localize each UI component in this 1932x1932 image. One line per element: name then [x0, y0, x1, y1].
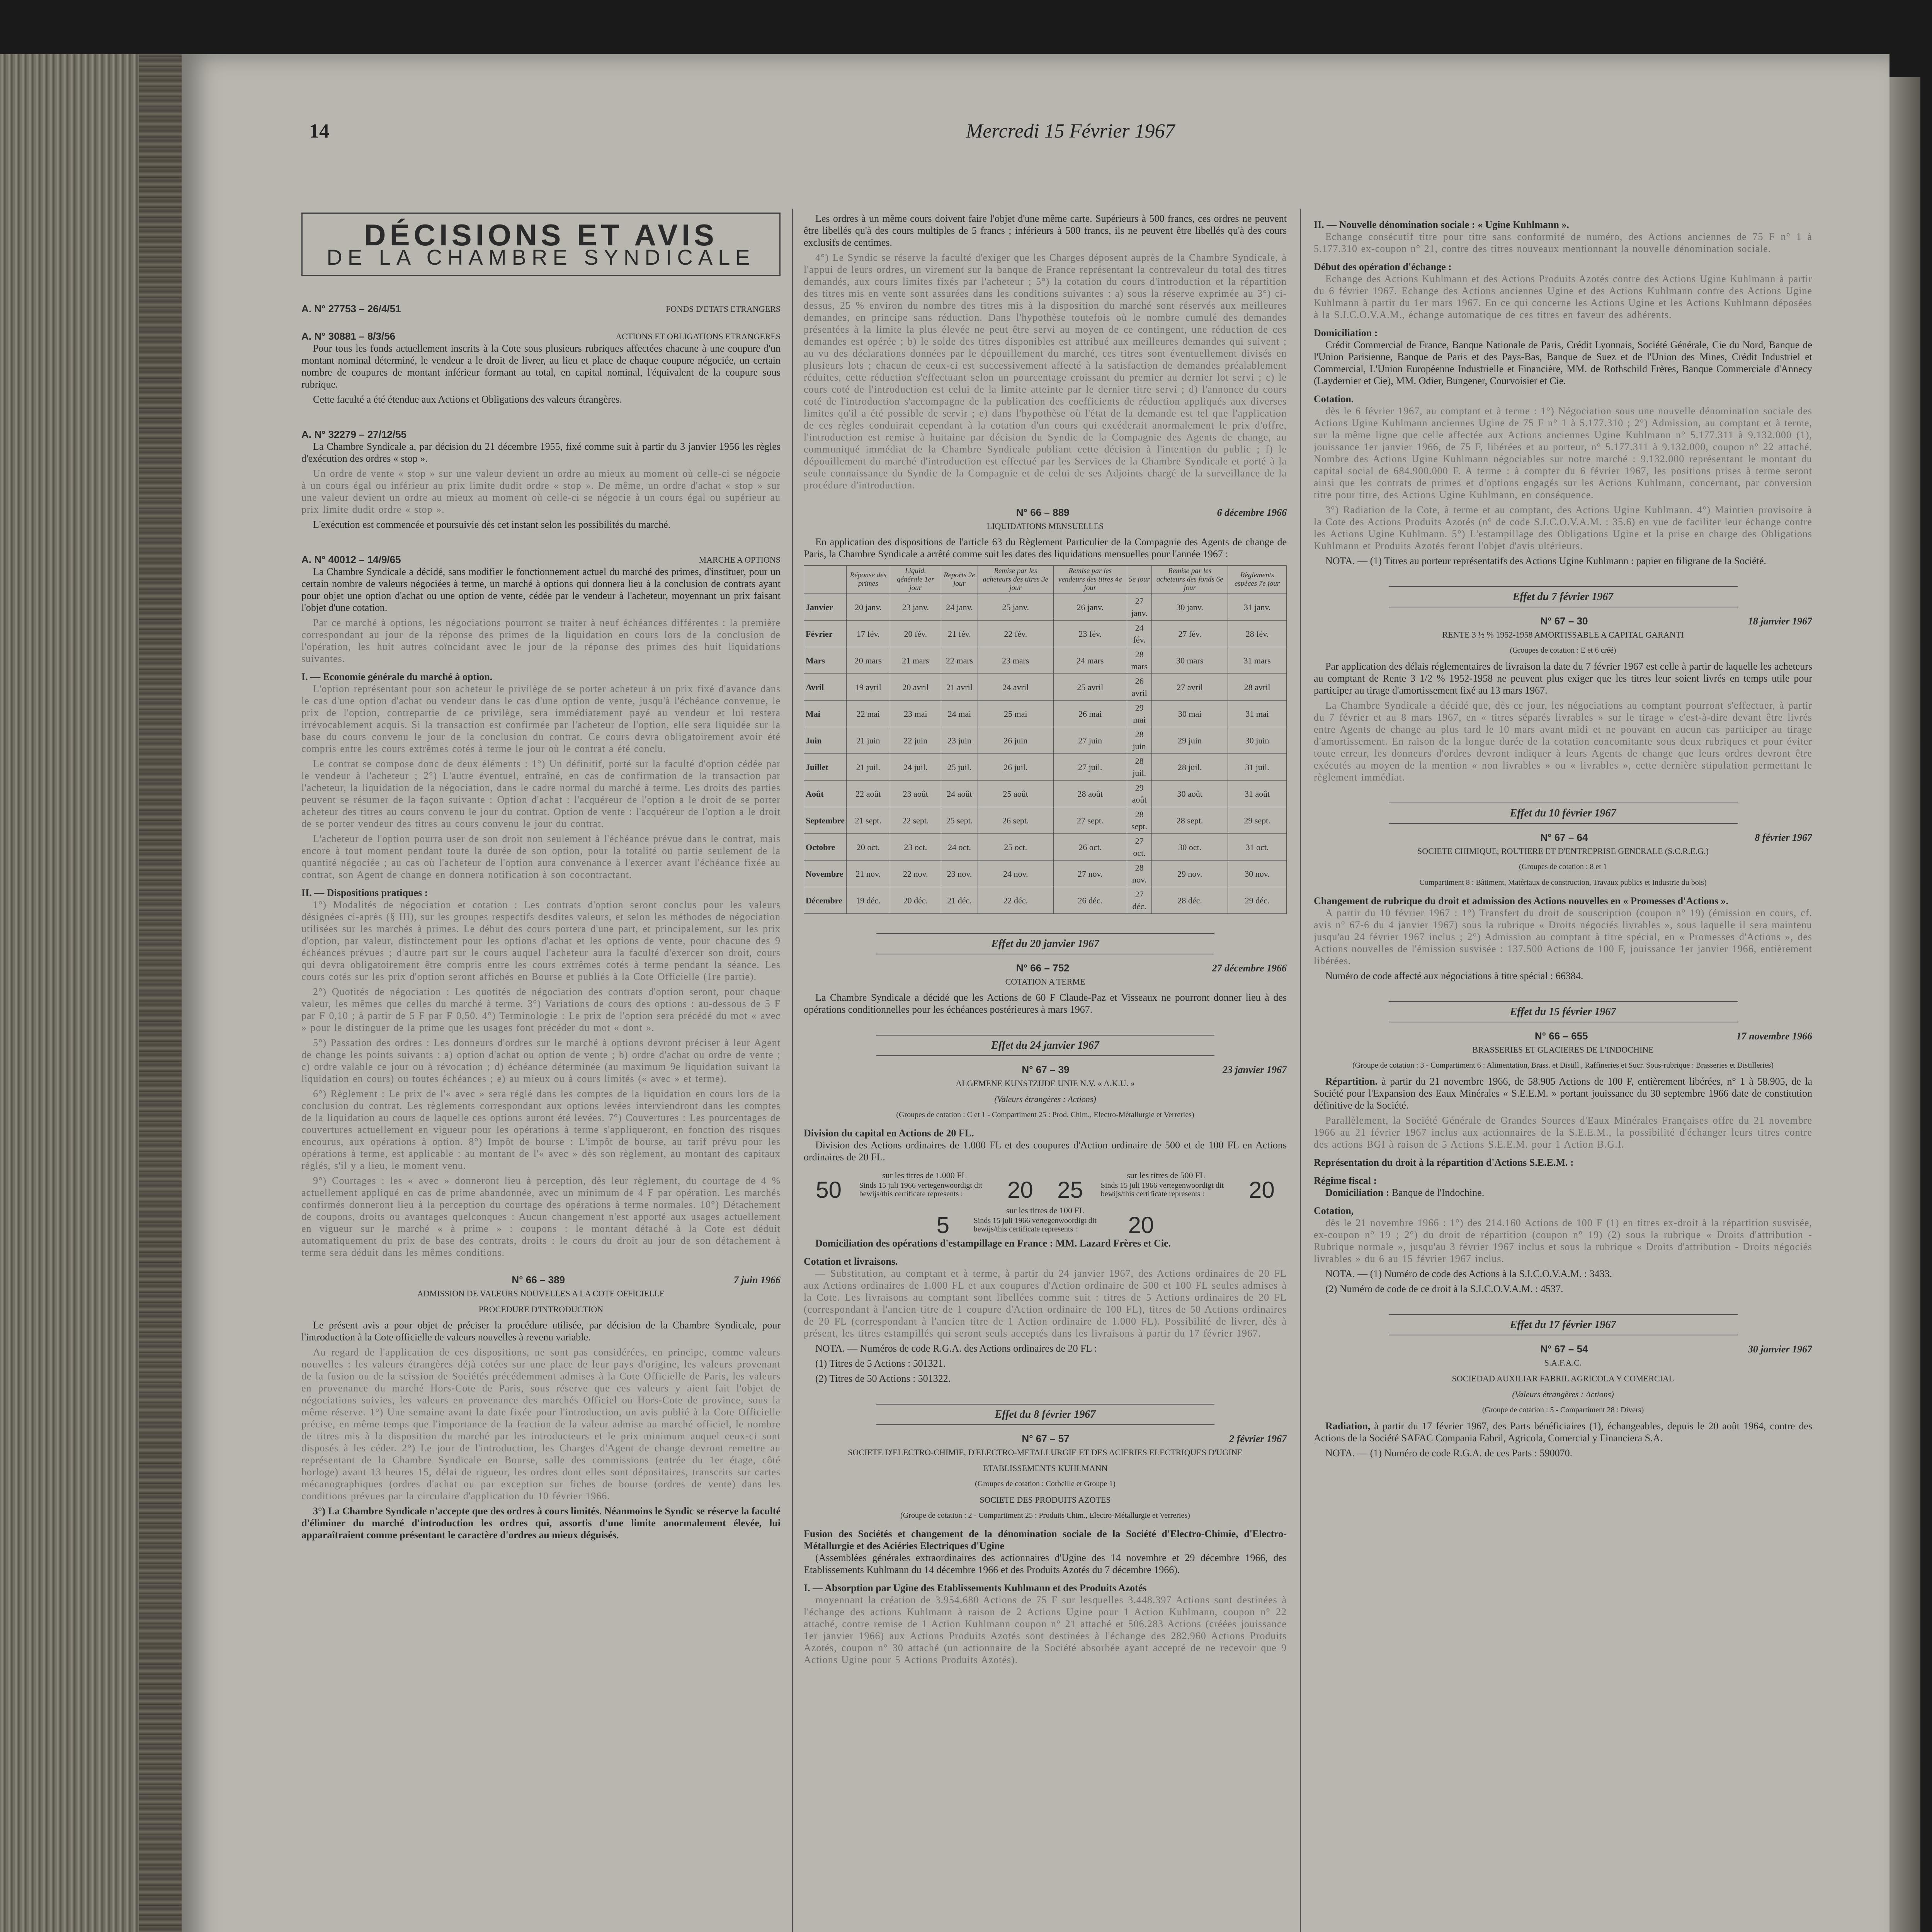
avis-header [301, 303, 781, 315]
date-cell: 28 déc. [1152, 887, 1228, 914]
date-cell: 31 oct. [1228, 834, 1287, 861]
company-name: SOCIETE DES PRODUITS AZOTES [980, 1495, 1111, 1505]
paragraph: (2) Numéro de code de ce droit à la S.I.C.O.V.A.M. : 4537. [1325, 1283, 1563, 1294]
date-cell: 21 fév. [941, 621, 978, 647]
date-cell: 20 fév. [890, 621, 941, 647]
notice-number: N° 66 – 655 [1534, 1030, 1588, 1042]
paragraph: Crédit Commercial de France, Banque Nationale de Paris, Crédit Lyonnais, Société Générale, Cie du Nord, Banque de l'Union Parisienne, Banque de Paris et des Pays-Bas, Banque de Suez et de l'Union des Mines, Crédit Industriel et Commercial, L'Union Européenne Industrielle et Financière, MM. de Rothschild Frères, Banque Commerciale d'Annecy (Laydernier et Cie), MM. Odier, Bungener, Courvoisier et Cie. [1314, 339, 1812, 386]
stamp-caption: sur les titres de 1.000 FL [882, 1170, 967, 1180]
paragraph: 3°) Radiation de la Cote, à terme et au comptant, des Actions Ugine Kuhlmann. 4°) Maintien provisoire à la Cote des Actions Produits Azotés (n° de code S.I.C.O.V.A.M. : 35.6) en vue de faciliter leur échange contre les Actions Ugine Kuhlmann. 5°) L'estampillage des Obligations Ugine et la prise en charge des Obligations Kuhlmann et Produits Azotés feront l'objet d'avis ultérieurs. [1314, 504, 1812, 551]
date-cell: 27 fév. [1152, 621, 1228, 647]
date-cell: 26 déc. [1053, 887, 1127, 914]
group-info: (Groupes de cotation : 8 et 1 [1519, 862, 1607, 871]
month-cell: Mai [804, 701, 847, 727]
date-cell: 31 juil. [1228, 754, 1287, 781]
date-cell: 21 juin [847, 727, 890, 754]
column-2 [804, 213, 1287, 1932]
date-cell: 23 août [890, 781, 941, 807]
paragraph: NOTA. — (1) Numéro de code R.G.A. de ces Parts : 590070. [1325, 1447, 1573, 1459]
paragraph: Un ordre de vente « stop » sur une valeur devient un ordre au mieux au moment où celle-ci se négocie à un cours égal ou inférieur au prix limite dudit ordre « stop ». De même, un ordre d'achat « stop » sur une valeur devient un ordre au mieux au moment où celle-ci se négocie à un cours égal ou supérieur au prix limite dudit ordre « stop ». [301, 468, 781, 515]
notice-date: 8 février 1967 [1755, 832, 1812, 843]
date-cell: 25 avril [1053, 674, 1127, 701]
section-title: Cotation et livraisons. [804, 1256, 898, 1267]
stamp-row [1057, 1177, 1275, 1203]
date-cell: 21 avril [941, 674, 978, 701]
date-cell: 24 fév. [1127, 621, 1151, 647]
notice-header [804, 507, 1287, 519]
section-title: Représentation du droit à la répartition d'Actions S.E.E.M. : [1314, 1157, 1574, 1168]
date-cell: 24 janv. [941, 594, 978, 621]
date-cell: 20 avril [890, 674, 941, 701]
date-cell: 20 mars [847, 647, 890, 674]
date-cell: 26 juin [978, 727, 1053, 754]
notice-date: 18 janvier 1967 [1748, 616, 1812, 627]
stamp-text: Sinds 15 juli 1966 vertegenwoordigt dit bewijs/this certificate represents : [973, 1216, 1097, 1233]
notice-date: 23 janvier 1967 [1222, 1064, 1287, 1075]
group-info: (Groupe de cotation : 3 - Compartiment 6 : Alimentation, Brass. et Distill., Raffineries et Sucr. Sous-rubrique : Brasseries et Distilleries) [1352, 1061, 1774, 1070]
company-name: SOCIEDAD AUXILIAR FABRIL AGRICOLA Y COMERCIAL [1452, 1374, 1674, 1383]
date-cell: 27 déc. [1127, 887, 1151, 914]
month-cell: Juillet [804, 754, 847, 781]
issue-date: Mercredi 15 Février 1967 [966, 120, 1175, 142]
notice-number: N° 66 – 389 [512, 1274, 565, 1286]
date-cell: 24 nov. [978, 861, 1053, 887]
notice-header [301, 1274, 781, 1286]
notice-header [1314, 1343, 1812, 1355]
paragraph: Echange des Actions Kuhlmann et des Actions Produits Azotés contre des Actions Ugine Kuhlmann à partir du 6 février 1967. Echange des Actions anciennes Ugine et des Actions Kuhlmann contre des Actions Ugine Kuhlmann à partir du 1er mars 1967. En ce qui concerne les Actions Ugine et les Actions Kuhlmann déposées à la S.I.C.O.V.A.M., échange automatique de ces titres en faveur des adhérents. [1314, 273, 1812, 320]
notice-title: LIQUIDATIONS MENSUELLES [986, 521, 1104, 531]
company-name: ALGEMENE KUNSTZIJDE UNIE N.V. « A.K.U. » [956, 1078, 1135, 1088]
paragraph: A partir du 10 février 1967 : 1°) Transfert du droit de souscription (coupon n° 19) (émission en cours, cf. avis n° 67-6 du 4 janvier 1967) sous la rubrique « Droits négociés livrables », sous laquelle il sera maintenu jusqu'au 24 février 1967 inclus ; 2°) Admission au comptant à titre spécial, en « Promesses d'Actions », des Actions nouvelles de l'émission susvisée : 137.500 Actions de 100 F, jouissance 1er janvier 1966, entièrement libérées. [1314, 907, 1812, 966]
date-cell: 26 avril [1127, 674, 1151, 701]
date-cell: 23 juin [941, 727, 978, 754]
paragraph [1314, 1420, 1812, 1444]
date-cell: 22 sept. [890, 807, 941, 834]
date-cell: 21 juil. [847, 754, 890, 781]
paragraph: 1°) Modalités de négociation et cotation : Les contrats d'option seront conclus pour les valeurs désignées ci-après (§ III), sur les groupes respectifs desdites valeurs, et selon les méthodes de négociation utilisées sur les marchés à primes. Le début des cours portera d'une part, et principalement, sur les prix d'option, par valeur, distinctement pour les options d'achat et les options de vente, pour chacune des 9 échéances prévues ; d'autre part sur le cours auquel l'acheteur aura la faculté d'exercer son droit, cours qui devra obligatoirement être compris entre les cours extrêmes cotés à terme pendant la séance. Les cours cotés sur les prix d'option seront affichés en Bourse et publiés à la Cote Officielle (1re partie). [301, 899, 781, 982]
avis-number: A. N° 32279 – 27/12/55 [301, 429, 407, 440]
date-cell: 23 fév. [1053, 621, 1127, 647]
stamp-text: Sinds 15 juli 1966 vertegenwoordigt dit bewijs/this certificate represents : [859, 1181, 983, 1198]
stamp-value: 5 [936, 1212, 950, 1238]
stamp-value: 25 [1057, 1177, 1083, 1203]
month-cell: Avril [804, 674, 847, 701]
paragraph: Cette faculté a été étendue aux Actions et Obligations des valeurs étrangères. [313, 394, 622, 405]
date-cell: 21 nov. [847, 861, 890, 887]
date-cell: 28 mars [1127, 647, 1151, 674]
table-header: Remise par les acheteurs des titres 3e jour [978, 566, 1053, 594]
date-cell: 23 nov. [941, 861, 978, 887]
paragraph: 9°) Courtages : les « avec » donneront lieu à perception, dès leur règlement, du courtage de 4 % actuellement appliqué en cas de prime abandonnée, avec un minimum de 4 F par opération. Les marchés confirmés donneront lieu à la perception du courtage des opérations à terme normales. 10°) Détachement de coupons, droits ou avantages quelconques : Aucun changement n'est apporté aux usages actuellement en vigueur sur le marché « à prime » : coupons : le montant détaché à la Cote est déduit automatiquement du prix de base des contrats, droits : le cours du droit au jour de son détachement à terme sera déduit dans les mêmes conditions. [301, 1175, 781, 1258]
group-info: (Groupes de cotation : Corbeille et Groupe 1) [975, 1480, 1116, 1488]
date-cell: 29 nov. [1152, 861, 1228, 887]
notice-date: 6 décembre 1966 [1217, 507, 1287, 518]
date-cell: 25 oct. [978, 834, 1053, 861]
date-cell: 21 déc. [941, 887, 978, 914]
date-cell: 22 fév. [978, 621, 1053, 647]
section-title: II. — Nouvelle dénomination sociale : « Ugine Kuhlmann ». [1314, 219, 1569, 230]
section-title: Fusion des Sociétés et changement de la dénomination sociale de la Société d'Electro-Chimie, d'Electro-Métallurgie et des Aciéries Electriques d'Ugine [804, 1528, 1287, 1551]
date-cell: 28 juin [1127, 727, 1151, 754]
month-cell: Septembre [804, 807, 847, 834]
inline-heading: Radiation, [1325, 1420, 1371, 1432]
date-cell: 20 déc. [890, 887, 941, 914]
paragraph: L'exécution est commencée et poursuivie dès cet instant selon les possibilités du marché. [313, 519, 671, 530]
paragraph: La Chambre Syndicale a décidé, sans modifier le fonctionnement actuel du marché des primes, d'instituer, pour un certain nombre de valeurs négociées à terme, un marché à options qui donnera lieu à la conclusion de contrats ayant pour objet une option d'achat ou une option de vente, cédée par le vendeur à l'acheteur, moyennant un prix faisant l'objet d'une cotation. [301, 566, 781, 613]
date-cell: 30 mars [1152, 647, 1228, 674]
paragraph: NOTA. — Numéros de code R.G.A. des Actions ordinaires de 20 FL : [815, 1343, 1097, 1354]
notice-number: N° 67 – 57 [1022, 1433, 1070, 1444]
month-cell: Juin [804, 727, 847, 754]
date-cell: 22 déc. [978, 887, 1053, 914]
column-1 [301, 213, 781, 1932]
paragraph: La Chambre Syndicale a, par décision du 21 décembre 1955, fixé comme suit à partir du 3 janvier 1956 les règles d'exécution des ordres « stop ». [301, 441, 781, 464]
paragraph: La Chambre Syndicale a décidé que les Actions de 60 F Claude-Paz et Visseaux ne pourront donner lieu à des opérations conditionnelles pour les échéances postérieures à mars 1967. [804, 992, 1287, 1015]
paragraph: Par ce marché à options, les négociations pourront se traiter à neuf échéances différentes : la première correspondant au jour de la réponse des primes de la liquidation en cours lors de la conclusion de l'opération, les huit autres coïncidant avec le jour de la réponse des primes des huit liquidations suivantes. [301, 617, 781, 664]
paragraph: 5°) Passation des ordres : Les donneurs d'ordres sur le marché à options devront préciser à leur Agent de change les points suivants : a) option d'achat ou option de vente ; b) ordre d'achat ou ordre de vente ; c) ordre valable ce jour ou à révocation ; d) échéance déterminée (au maximum 9e liquidation suivant la liquidation en cours) ou toutes échéances ; e) au mieux ou à cours limités (« avec » et terme). [301, 1037, 781, 1084]
stamp-text: Sinds 15 juli 1966 vertegenwoordigt dit bewijs/this certificate represents : [1100, 1181, 1224, 1198]
notice-header [1314, 615, 1812, 627]
table-header-row [804, 566, 1287, 594]
date-cell: 27 juil. [1053, 754, 1127, 781]
paragraph [1314, 1187, 1812, 1199]
group-info: (Groupes de cotation : E et 6 créé) [1510, 646, 1616, 655]
section-title: I. — Absorption par Ugine des Etablissements Kuhlmann et des Produits Azotés [804, 1582, 1147, 1594]
paragraph: dès le 6 février 1967, au comptant et à terme : 1°) Négociation sous une nouvelle dénomination sociale des Actions Ugine Kuhlmann anciennes Ugine de 75 F n° 1 à 5.177.310 ; 2°) Admission, au comptant et à terme, sur la même ligne que celle affectée aux Actions anciennes Ugine Kuhlmann n° 5.177.311 à 9.132.000 (1), jouissance 1er janvier 1966, de 75 F, libérées et au porteur, n° 5.177.311 à 9.132.000, coupon n° 22 attaché. Nombre des Actions Ugine Kuhlmann négociables sur notre marché : 9.132.000 représentant le montant du capital social de 684.900.000 F. A terme : à compter du 6 février 1967, les positions prises à terme seront ainsi que les contrats de primes et d'options engagés sur les Actions Kuhlmann, concernant, par conversion titre pour titre, des Actions Ugine Kuhlmann, en conséquence. [1314, 405, 1812, 500]
date-cell: 27 juin [1053, 727, 1127, 754]
stamp-caption: sur les titres de 100 FL [1006, 1206, 1085, 1215]
inline-text: à partir du 21 novembre 1966, de 58.905 Actions de 100 F, entièrement libérées, n° 1 à 58.905, de la Société pour l'Expansion des Eaux Minérales « S.E.E.M. » portant jouissance du 30 septembre 1966 date de constitution définitive de la Société. [1314, 1076, 1812, 1111]
date-cell: 28 juil. [1127, 754, 1151, 781]
date-cell: 24 mai [941, 701, 978, 727]
inline-heading: Domiciliation : [1325, 1187, 1389, 1198]
notice-title: COTATION A TERME [1005, 977, 1085, 986]
stamp-100fl [936, 1202, 1154, 1238]
notice-header [804, 1433, 1287, 1445]
section-title: Cotation, [1314, 1205, 1354, 1216]
table-header: Liquid. générale 1er jour [890, 566, 941, 594]
notice-header [804, 962, 1287, 974]
notice-header [1314, 1030, 1812, 1042]
table-row [804, 674, 1287, 701]
table-header [804, 566, 847, 594]
month-cell: Novembre [804, 861, 847, 887]
binding-edge [139, 54, 182, 1932]
paragraph: (1) Titres de 5 Actions : 501321. [815, 1358, 946, 1369]
masthead-subtitle: DE LA CHAMBRE SYNDICALE [327, 245, 755, 269]
date-cell: 30 janv. [1152, 594, 1228, 621]
paragraph: 2°) Quotités de négociation : Les quotités de négociation des contrats d'option seront, pour chaque valeur, les mêmes que celles du marché à terme. 3°) Variations de cours des options : au-dessous de 5 F par F 0,10 ; à partir de 5 F par F 0,50. 4°) Terminologie : Le prix de l'option sera précédé du mot « avec » pour le distinguer de la prime que les usages font précéder du mot « dont ». [301, 986, 781, 1033]
date-cell: 23 oct. [890, 834, 941, 861]
table-header: Remise par les acheteurs des fonds 6e jour [1152, 566, 1228, 594]
date-cell: 29 mai [1127, 701, 1151, 727]
masthead-title: DÉCISIONS ET AVIS [364, 218, 718, 252]
date-cell: 28 avril [1228, 674, 1287, 701]
page-number: 14 [309, 120, 329, 142]
date-cell: 25 août [978, 781, 1053, 807]
date-cell: 24 mars [1053, 647, 1127, 674]
page-edge [1889, 77, 1920, 1932]
paragraph: Par application des délais réglementaires de livraison la date du 7 février 1967 est celle à partir de laquelle les acheteurs au comptant de Rente 3 1/2 % 1952-1958 ne peuvent plus exiger que les titres leur soient livrés en temps utile pour participer au tirage d'amortissement fixé au 13 mars 1967. [1314, 661, 1812, 696]
table-row [804, 807, 1287, 834]
avis-tag: ACTIONS ET OBLIGATIONS ETRANGERES [616, 332, 781, 341]
table-header: Reports 2e jour [941, 566, 978, 594]
notice-date: 27 décembre 1966 [1212, 963, 1287, 974]
paragraph [1314, 1075, 1812, 1111]
table-row [804, 701, 1287, 727]
date-cell: 24 oct. [941, 834, 978, 861]
date-cell: 29 déc. [1228, 887, 1287, 914]
avis-header [301, 554, 781, 566]
month-cell: Août [804, 781, 847, 807]
company-name: ETABLISSEMENTS KUHLMANN [983, 1463, 1108, 1473]
date-cell: 31 janv. [1228, 594, 1287, 621]
stamp-row [936, 1212, 1154, 1238]
table-row [804, 834, 1287, 861]
group-info: Compartiment 8 : Bâtiment, Matériaux de construction, Travaux publics et Industrie du bois) [1419, 878, 1707, 887]
company-subtitle: (Valeurs étrangères : Actions) [994, 1094, 1096, 1104]
date-cell: 29 juin [1152, 727, 1228, 754]
date-cell: 25 sept. [941, 807, 978, 834]
date-cell: 28 fév. [1228, 621, 1287, 647]
date-cell: 27 sept. [1053, 807, 1127, 834]
table-header: Remise par les vendeurs des titres 4e jour [1053, 566, 1127, 594]
month-cell: Février [804, 621, 847, 647]
stamp-value: 20 [1249, 1177, 1275, 1203]
date-cell: 26 sept. [978, 807, 1053, 834]
column-3 [1314, 213, 1812, 1932]
notice-number: N° 66 – 752 [1016, 962, 1070, 974]
masthead [301, 213, 781, 276]
date-cell: 27 janv. [1127, 594, 1151, 621]
notice-date: 2 février 1967 [1229, 1433, 1287, 1444]
stamp-grid [804, 1167, 1287, 1203]
effet-heading: Effet du 8 février 1967 [876, 1404, 1214, 1425]
notice-title: ADMISSION DE VALEURS NOUVELLES A LA COTE OFFICIELLE [417, 1289, 665, 1298]
date-cell: 30 mai [1152, 701, 1228, 727]
effet-heading: Effet du 20 janvier 1967 [876, 933, 1214, 954]
notice-date: 30 janvier 1967 [1748, 1344, 1812, 1355]
month-cell: Mars [804, 647, 847, 674]
paragraph: 6°) Règlement : Le prix de l'« avec » sera réglé dans les comptes de la liquidation en cours lors de la conclusion du contrat. Les règlements correspondant aux options levées interviendront dans les comptes de la liquidation au cours de laquelle ces options auront été levées. 7°) Couvertures : Les pourcentages de couvertures actuellement en vigueur pour les opérations à terme s'appliqueront, en fonction des risques encourus, aux opérations à option. 8°) Impôt de bourse : L'impôt de bourse, au tarif prévu pour les opérations à terme, est applicable : au montant de l'« avec » dès son règlement, au montant des capitaux réglés, s'il y a lieu, le moment venu. [301, 1088, 781, 1171]
notice-number: N° 67 – 54 [1540, 1343, 1588, 1355]
stamp-row [816, 1177, 1033, 1203]
avis-number: A. N° 30881 – 8/3/56 [301, 330, 396, 342]
section-title: I. — Economie générale du marché à option. [301, 671, 493, 682]
date-cell: 27 oct. [1127, 834, 1151, 861]
month-cell: Octobre [804, 834, 847, 861]
date-cell: 26 juil. [978, 754, 1053, 781]
date-cell: 19 avril [847, 674, 890, 701]
date-cell: 20 janv. [847, 594, 890, 621]
date-cell: 28 juil. [1152, 754, 1228, 781]
date-cell: 20 oct. [847, 834, 890, 861]
section-title: Début des opération d'échange : [1314, 261, 1452, 272]
paragraph: Domiciliation des opérations d'estampillage en France : MM. Lazard Frères et Cie. [815, 1238, 1171, 1249]
stamp-1000fl [816, 1167, 1033, 1203]
paragraph: L'acheteur de l'option pourra user de son droit non seulement à l'échéance prévue dans le contrat, mais encore à tout moment pendant toute la durée de son option, pour la totalité ou partie seulement de la quantité négociée ; au cas où l'acheteur de l'option aura convenance à l'exercer avant l'échéance fixée au contrat, son Agent de change en donnera notification à son cocontractant. [301, 833, 781, 880]
date-cell: 21 sept. [847, 807, 890, 834]
date-cell: 23 mars [978, 647, 1053, 674]
effet-heading: Effet du 10 février 1967 [1389, 803, 1738, 824]
paragraph: Numéro de code affecté aux négociations à titre spécial : 66384. [1325, 970, 1583, 981]
month-cell: Décembre [804, 887, 847, 914]
paragraph: Le présent avis a pour objet de préciser la procédure utilisée, par décision de la Chambre Syndicale, pour l'introduction à la Cote officielle de valeurs nouvelles à revenu variable. [301, 1320, 781, 1343]
date-cell: 26 mai [1053, 701, 1127, 727]
date-cell: 21 mars [890, 647, 941, 674]
company-name: BRASSERIES ET GLACIERES DE L'INDOCHINE [1472, 1045, 1654, 1054]
avis-number: A. N° 40012 – 14/9/65 [301, 554, 401, 565]
paragraph: Au regard de l'application de ces dispositions, ne sont pas considérées, en principe, comme valeurs nouvelles : les valeurs étrangères déjà cotées sur une place de leur pays d'origine, les valeurs provenant de la fusion ou de la scission de Sociétés précédemment admises à la Cote Officielle de Paris, les valeurs en provenance du marché Hors-Cote de Paris, sous réserve que ces valeurs y aient fait l'objet de négociations suivies, les valeurs en provenance des marchés Officiel ou Hors-Cote de province, sous la même réserve. 1°) Une semaine avant la date fixée pour l'introduction, un avis publié à la Cote Officielle précise, en même temps que l'importance de la fraction de la valeur admise au marché officiel, le nombre de titres mis à la disposition du marché par les introducteurs et le prix minimum auquel ceux-ci sont disposés à les céder. 2°) Le jour de l'introduction, les Charges d'Agent de change devront remettre au représentant de la Chambre Syndicale en Bourse, salle des commissions (entrée du 1er étage, côté horloge) avant 13 heures 15, délai de rigueur, les ordres dont elles sont dépositaires, transcrits sur cartes mécanographiques (ordres d'achat ou par exception sur fiches de bourse (ordres de vente) dans les conditions prévues par la circulaire d'application du 10 février 1966. [301, 1347, 781, 1502]
date-cell: 25 janv. [978, 594, 1053, 621]
group-info: (Groupe de cotation : 5 - Compartiment 28 : Divers) [1482, 1406, 1644, 1414]
paragraph: 3°) La Chambre Syndicale n'accepte que des ordres à cours limités. Néanmoins le Syndic se réserve la faculté d'éliminer du marché d'introduction les ordres qui, assortis d'une limite anormalement élevée, lui apparaîtraient comme présentant le caractère d'ordres au mieux déguisés. [301, 1505, 781, 1541]
company-name: S.A.F.A.C. [1544, 1358, 1582, 1367]
effet-heading: Effet du 7 février 1967 [1389, 586, 1738, 607]
table-row [804, 727, 1287, 754]
date-cell: 22 mars [941, 647, 978, 674]
date-cell: 30 août [1152, 781, 1228, 807]
notice-subtitle: PROCEDURE D'INTRODUCTION [478, 1304, 604, 1314]
date-cell: 29 sept. [1228, 807, 1287, 834]
table-row [804, 861, 1287, 887]
paragraph: 4°) Le Syndic se réserve la faculté d'exiger que les Charges déposent auprès de la Chambre Syndicale, à l'appui de leurs ordres, un virement sur la banque de France représentant la contrevaleur du total des titres demandés, aux cours limites fixés par l'acheteur ; 5°) la cotation du cours d'introduction et la répartition des titres mis en vente sont assurées dans les conditions suivantes : a) sous la réserve exprimée au 3°) ci-dessus, 25 % environ du nombre des titres mis à la disposition du marché sont réservés aux meilleures demandes, en principe sans réduction. Dans l'hypothèse toutefois où le nombre cumulé des demandes présentées à la limite la plus élevée ne peut être servi au moyen de ce contingent, une réduction de ces demandes est opérée ; b) le solde des titres disponibles est attribué aux meilleures demandes qui suivent ; au vu des déclarations données par le dépouillement du marché, ces titres sont éventuellement divisés en plusieurs lots ; chacun de ceux-ci est successivement affecté à la satisfaction de demandes préalablement réduites, cette réduction s'effectuant selon un pourcentage croissant du premier au dernier lot servi ; c) le cours coté de l'introduction est celui de la limite atteinte par le dernier titre servi ; d) l'annonce du cours coté de l'introduction s'accompagne de la publication des coefficients de réduction appliqués aux diverses limites qu'il a été possible de servir ; e) dans l'hypothèse où l'état de la demande est tel que l'application de ces règles conduirait cependant à la cotation d'un cours qui excéderait anormalement le prix d'offre, l'introduction est remise à huitaine par décision du Syndic de la Compagnie des Agents de change, au communiqué immédiat de la Chambre Syndicale publiant cette décision à l'intention du public ; f) le dépouillement du marché d'introduction est effectué par les Services de la Chambre Syndicale et porté à la seule connaissance du Syndic de la Compagnie et de celui de ses Adjoints chargé de la surveillance de la procédure d'introduction. [804, 252, 1287, 491]
month-cell: Janvier [804, 594, 847, 621]
date-cell: 31 mai [1228, 701, 1287, 727]
effet-heading: Effet du 17 février 1967 [1389, 1314, 1738, 1335]
table-header: Règlements espèces 7e jour [1228, 566, 1287, 594]
date-cell: 30 nov. [1228, 861, 1287, 887]
section-title: Régime fiscal : [1314, 1175, 1377, 1186]
date-cell: 31 août [1228, 781, 1287, 807]
date-cell: 22 mai [847, 701, 890, 727]
inline-text: Banque de l'Indochine. [1391, 1187, 1485, 1198]
table-row [804, 754, 1287, 781]
date-cell: 23 janv. [890, 594, 941, 621]
notice-number: N° 67 – 39 [1022, 1064, 1070, 1075]
table-row [804, 594, 1287, 621]
date-cell: 17 fév. [847, 621, 890, 647]
table-row [804, 621, 1287, 647]
date-cell: 31 mars [1228, 647, 1287, 674]
liquidation-table [804, 565, 1287, 914]
section-title: Domiciliation : [1314, 327, 1378, 338]
avis-tag: MARCHE A OPTIONS [699, 555, 781, 565]
notice-number: N° 67 – 64 [1540, 832, 1588, 843]
avis-header [301, 330, 781, 342]
paragraph: Pour tous les fonds actuellement inscrits à la Cote sous plusieurs rubriques affectées chacune à une coupure d'un montant nominal déterminé, le vendeur a le droit de livrer, au lieu et place de chaque coupure négociée, un certain nombre de coupures de montant inférieur formant au total, en capital nominal, l'équivalent de la coupure sous rubrique. [301, 343, 781, 390]
paragraph: dès le 21 novembre 1966 : 1°) des 214.160 Actions de 100 F (1) en titres ex-droit à la répartition susvisée, ex-coupon n° 19 ; 2°) du droit de répartition (coupon n° 19) (2) sous la rubrique « Droits d'attribution - Rubrique normale », jusqu'au 3 février 1967 inclus et sous la rubrique « Droits d'attribution - Droits négociés livrables » du 6 au 15 février 1967 inclus. [1314, 1217, 1812, 1264]
date-cell: 26 janv. [1053, 594, 1127, 621]
inline-text: à partir du 17 février 1967, des Parts bénéficiaires (1), échangeables, depuis le 20 août 1964, contre des Actions de la Société SAFAC Compania Fabril, Agricola, Comercial y Financiera S.A. [1314, 1420, 1812, 1444]
stamp-value: 20 [1007, 1177, 1033, 1203]
date-cell: 24 avril [978, 674, 1053, 701]
date-cell: 30 oct. [1152, 834, 1228, 861]
date-cell: 19 déc. [847, 887, 890, 914]
date-cell: 30 juin [1228, 727, 1287, 754]
stamp-grid [804, 1202, 1287, 1238]
date-cell: 28 nov. [1127, 861, 1151, 887]
date-cell: 24 juil. [890, 754, 941, 781]
date-cell: 28 sept. [1127, 807, 1151, 834]
section-title: Division du capital en Actions de 20 FL. [804, 1128, 974, 1139]
date-cell: 26 oct. [1053, 834, 1127, 861]
table-row [804, 647, 1287, 674]
company-subtitle: (Valeurs étrangères : Actions) [1512, 1389, 1614, 1399]
paragraph: La Chambre Syndicale a décidé que, dès ce jour, les négociations au comptant pourront s'effectuer, à partir du 7 février et au 8 mars 1967, en « titres séparés livrables » sur le tirage » c'est-à-dire devant être livrés entre Agents de change au plus tard le 10 mars avant midi et ne pouvant en aucun cas participer au tirage d'amortissement. En raison de la longue durée de la cotation concomitante sous deux rubriques et pour éviter toute erreur, les donneurs d'ordres devront indiquer à leurs Agents de change que leurs ordres devront être exécutés au moyen de la mention « non livrables » ou « livrables », cette dernière stipulation permettant le règlement immédiat. [1314, 700, 1812, 783]
notice-header [804, 1064, 1287, 1076]
table-row [804, 781, 1287, 807]
notice-date: 17 novembre 1966 [1736, 1031, 1812, 1042]
date-cell: 24 août [941, 781, 978, 807]
notice-header [1314, 832, 1812, 844]
avis-number: A. N° 27753 – 26/4/51 [301, 303, 401, 315]
notice-date: 7 juin 1966 [733, 1274, 781, 1286]
column-rule [792, 209, 793, 1932]
paragraph: moyennant la création de 3.954.680 Actions de 75 F sur lesquelles 3.448.397 Actions sont destinées à l'échange des actions Kuhlmann à raison de 2 Actions Ugine pour 1 Action Kuhlmann, coupon n° 22 attaché, contre remise de 1 Action Kuhlmann coupon n° 21 attaché et 506.283 Actions (créées jouissance 1er janvier 1966) aux Actions Produits Azotés sont destinées à l'échange des 282.960 Actions Produits Azotés, coupon n° 30 attaché (un actionnaire de la Société absorbée ayant accepté de ne recevoir que 9 Actions Ugine pour 5 Actions Produits Azotés). [804, 1594, 1287, 1665]
date-cell: 28 août [1053, 781, 1127, 807]
group-info: (Groupes de cotation : C et 1 - Compartiment 25 : Prod. Chim., Electro-Métallurgie et Verreries) [896, 1111, 1194, 1119]
paragraph: Division des Actions ordinaires de 1.000 FL et des coupures d'Action ordinaire de 500 et de 100 FL en Actions ordinaires de 20 FL. [804, 1139, 1287, 1163]
company-name: SOCIETE CHIMIQUE, ROUTIERE ET D'ENTREPRISE GENERALE (S.C.R.E.G.) [1417, 846, 1709, 856]
stamp-caption: sur les titres de 500 FL [1127, 1170, 1205, 1180]
section-title: Changement de rubrique du droit et admission des Actions nouvelles en « Promesses d'Actions ». [1314, 895, 1729, 906]
table-row [804, 887, 1287, 914]
date-cell: 27 avril [1152, 674, 1228, 701]
paragraph: Parallèlement, la Société Générale de Grandes Sources d'Eaux Minérales Françaises offre du 21 novembre 1966 au 21 février 1967 inclus aux actionnaires de la S.E.E.M., la possibilité d'échanger leurs titres contre des actions BGI à raison de 5 Actions S.E.E.M. pour 1 Action B.G.I. [1314, 1115, 1812, 1150]
paragraph: — Substitution, au comptant et à terme, à partir du 24 janvier 1967, des Actions ordinaires de 20 FL aux Actions ordinaires de 1.000 FL et aux coupures d'Action ordinaire de 500 et 100 FL seules admises à la Cote. Les livraisons au comptant sont libellées comme suit : titres de 5 Actions ordinaires de 20 FL (correspondant à l'ancien titre de 1 coupure d'Action ordinaire de 100 FL), titres de 50 Actions ordinaires de 20 FL (correspondant à l'ancien titre de 1 Action ordinaire de 1.000 FL). Possibilité de livrer, dès à présent, les titres estampillés qui seront seuls acceptés dans les livraisons à partir du 17 février 1967. [804, 1268, 1287, 1339]
paragraph: NOTA. — (1) Numéro de code des Actions à la S.I.C.O.V.A.M. : 3433. [1325, 1268, 1612, 1279]
notice-number: N° 66 – 889 [1016, 507, 1070, 518]
paragraph: Le contrat se compose donc de deux éléments : 1°) Un définitif, porté sur la faculté d'option cédée par le vendeur à l'acheteur ; 2°) L'autre éventuel, entraîné, en cas de confirmation de la transaction par l'acheteur, la liquidation de la négociation, dans le cadre normal du marché à terme. Les droits des parties peuvent se résumer de la façon suivante : Option d'achat : l'acquéreur de l'option a le droit de se porter acheteur des titres au cours convenu le jour du contrat. Option de vente : l'acquéreur de l'option a le droit de se porter vendeur des titres au cours convenu le jour du contrat. [301, 758, 781, 829]
date-cell: 23 mai [890, 701, 941, 727]
date-cell: 25 mai [978, 701, 1053, 727]
column-rule [1300, 209, 1301, 1932]
notice-number: N° 67 – 30 [1540, 615, 1588, 627]
company-name: RENTE 3 ½ % 1952-1958 AMORTISSABLE A CAPITAL GARANTI [1442, 630, 1684, 639]
date-cell: 29 août [1127, 781, 1151, 807]
avis-header [301, 429, 781, 440]
effet-heading: Effet du 24 janvier 1967 [876, 1035, 1214, 1056]
avis-tag: FONDS D'ETATS ETRANGERS [666, 304, 781, 314]
paragraph: (2) Titres de 50 Actions : 501322. [815, 1373, 951, 1384]
section-title: II. — Dispositions pratiques : [301, 887, 428, 898]
date-cell: 28 sept. [1152, 807, 1228, 834]
inline-heading: Répartition. [1325, 1076, 1378, 1087]
paragraph: En application des dispositions de l'article 63 du Règlement Particulier de la Compagnie des Agents de change de Paris, la Chambre Syndicale a arrêté comme suit les dates des liquidations mensuelles pour l'année 1967 : [804, 536, 1287, 560]
stamp-value: 50 [816, 1177, 842, 1203]
date-cell: 25 juil. [941, 754, 978, 781]
stamp-value: 20 [1128, 1212, 1154, 1238]
paragraph: Echange consécutif titre pour titre sans conformité de numéro, des Actions anciennes de 75 F n° 1 à 5.177.310 ex-coupon n° 21, contre des titres nouveaux mentionnant la nouvelle dénomination sociale. [1314, 231, 1812, 254]
section-title: Cotation. [1314, 393, 1354, 405]
date-cell: 22 août [847, 781, 890, 807]
table-header: Réponse des primes [847, 566, 890, 594]
group-info: (Groupe de cotation : 2 - Compartiment 25 : Produits Chim., Electro-Métallurgie et Verreries) [900, 1511, 1190, 1520]
paragraph: Les ordres à un même cours doivent faire l'objet d'une même carte. Supérieurs à 500 francs, ces ordres ne peuvent être libellés qu'à des cours multiples de 5 francs ; inférieurs à 500 francs, ils ne peuvent être libellés qu'à des cours exclusifs de centimes. [804, 213, 1287, 248]
table-header: 5e jour [1127, 566, 1151, 594]
effet-heading: Effet du 15 février 1967 [1389, 1001, 1738, 1022]
date-cell: 22 nov. [890, 861, 941, 887]
date-cell: 27 nov. [1053, 861, 1127, 887]
stamp-500fl [1057, 1167, 1275, 1203]
paragraph: (Assemblées générales extraordinaires des actionnaires d'Ugine des 14 novembre et 29 décembre 1966, des Etablissements Kuhlmann du 14 décembre 1966 et des Produits Azotés du 7 décembre 1966). [804, 1552, 1287, 1575]
paragraph: L'option représentant pour son acheteur le privilège de se porter acheteur à un prix fixé d'avance dans le cas d'une option d'achat ou vendeur dans le cas d'une option de vente, jusqu'à l'échéance convenue, le prix de l'option, contrepartie de ce privilège, sera immédiatement payé au vendeur et lui restera irrévocablement acquis. Si la transaction est confirmée par l'acheteur de l'option, elle sera liquidée sur la base du cours convenu le jour de la conclusion du contrat. Ce cours devra obligatoirement avoir été compris entre les cours extrêmes cotés à terme le jour où le contrat a été conclu. [301, 683, 781, 754]
company-name: SOCIETE D'ELECTRO-CHIMIE, D'ELECTRO-METALLURGIE ET DES ACIERIES ELECTRIQUES D'UGINE [848, 1447, 1243, 1457]
paragraph: NOTA. — (1) Titres au porteur représentatifs des Actions Ugine Kuhlmann : papier en filigrane de la Société. [1325, 555, 1766, 566]
date-cell: 22 juin [890, 727, 941, 754]
